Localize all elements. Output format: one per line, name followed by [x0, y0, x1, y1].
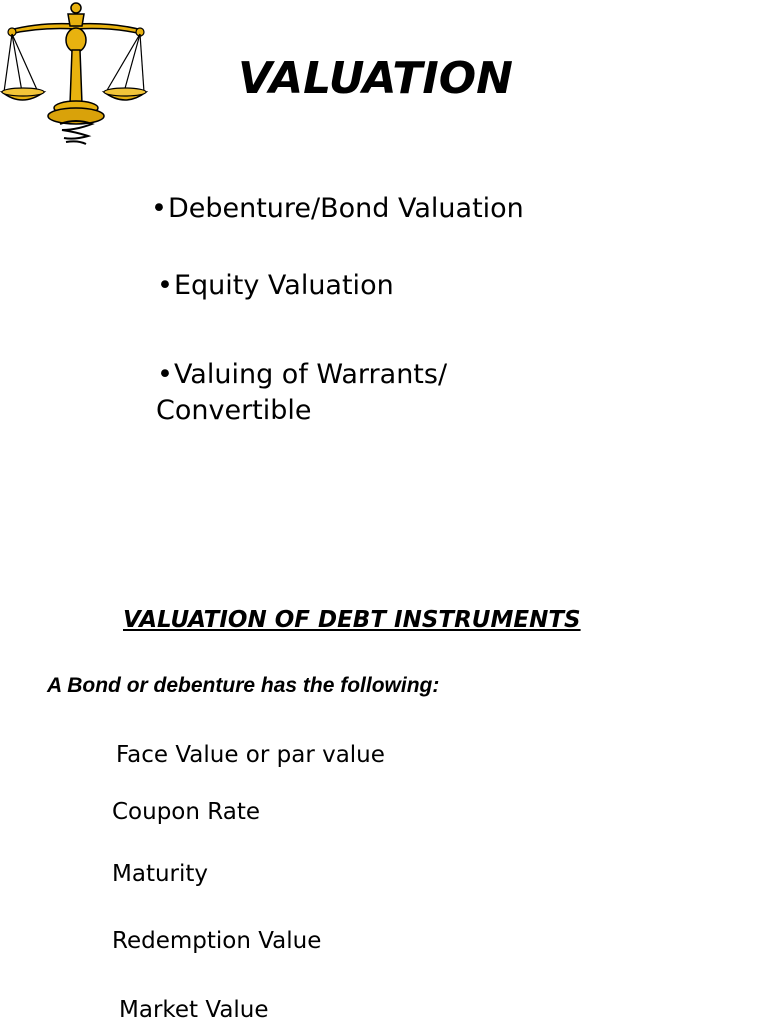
bullet-icon: • [157, 270, 173, 301]
bullet-icon: • [157, 359, 173, 390]
topic-item-label: Debenture/Bond Valuation [167, 193, 524, 224]
feature-redemption-value: Redemption Value [112, 928, 322, 954]
section-heading: VALUATION OF DEBT INSTRUMENTS [123, 607, 581, 633]
topic-item-warrants [157, 357, 447, 393]
feature-maturity: Maturity [112, 861, 209, 887]
bullet-icon: • [151, 193, 167, 224]
page-title: VALUATION [238, 53, 513, 104]
topic-item-warrants-continuation: Convertible [156, 395, 312, 426]
feature-coupon-rate: Coupon Rate [112, 799, 261, 825]
topic-item-equity-valuation [157, 268, 394, 304]
scales-of-justice-icon [0, 0, 150, 150]
topic-item-label: Equity Valuation [173, 270, 394, 301]
topic-item-bond-valuation [151, 191, 524, 227]
feature-face-value: Face Value or par value [116, 742, 385, 768]
feature-market-value: Market Value [119, 997, 269, 1023]
topic-item-label: Valuing of Warrants/ [173, 359, 448, 390]
section-intro: A Bond or debenture has the following: [47, 674, 440, 697]
